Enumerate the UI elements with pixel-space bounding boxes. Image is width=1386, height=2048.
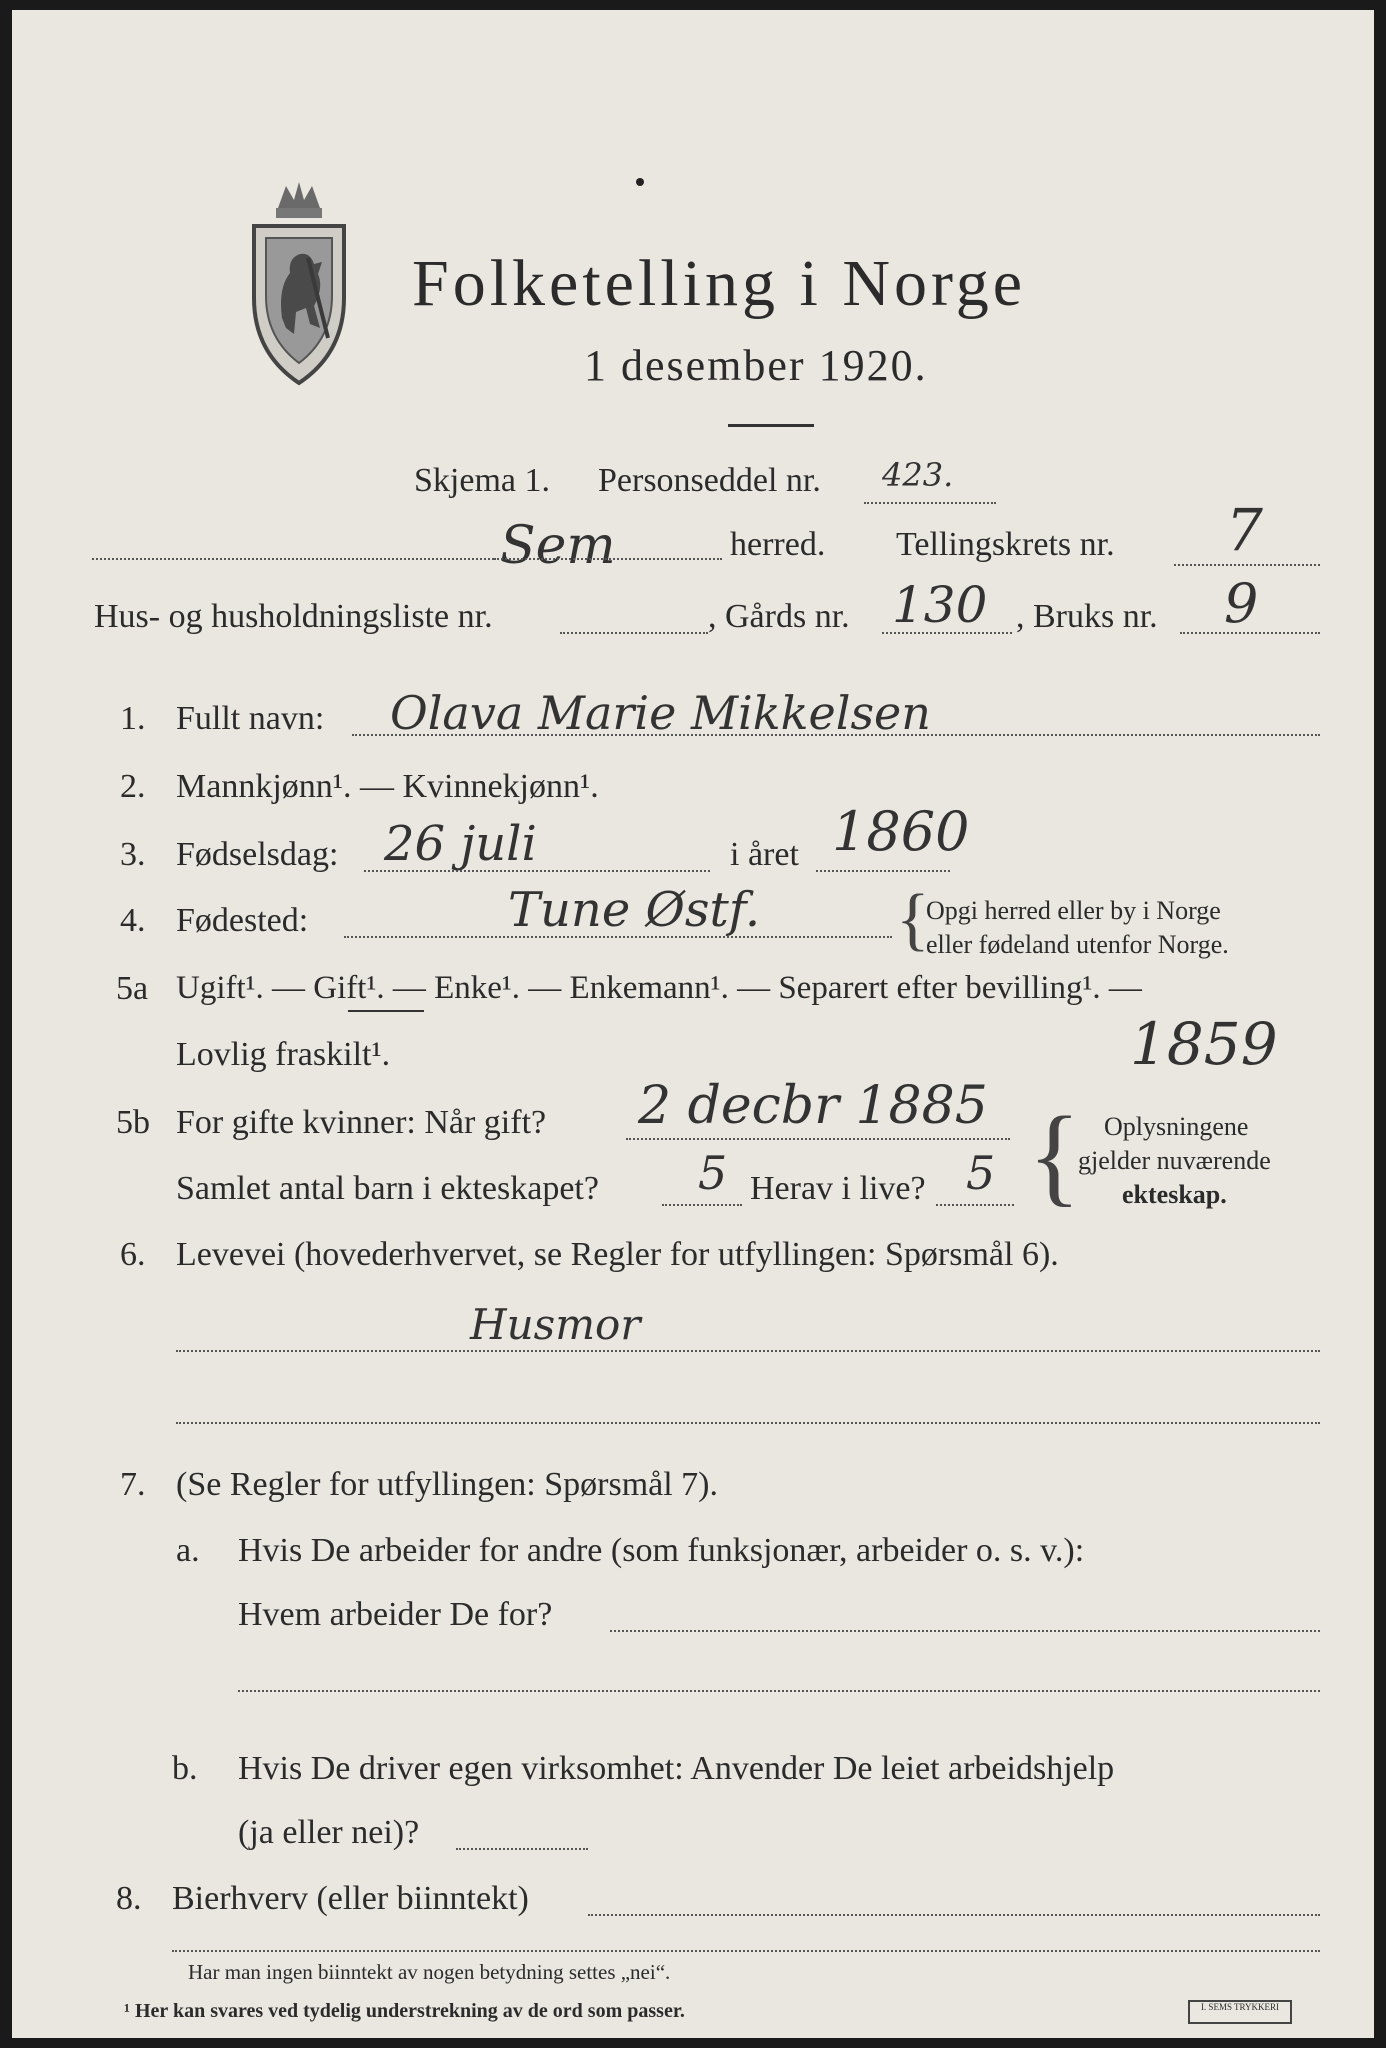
q7a-line1: Hvis De arbeider for andre (som funksjonær, arbeider o. s. v.): <box>238 1532 1085 1569</box>
skjema-label: Skjema 1. <box>414 462 550 499</box>
q5b-value1: 2 decbr 1885 <box>638 1076 988 1136</box>
personseddel-label: Personseddel nr. <box>598 462 821 499</box>
gards-label: , Gårds nr. <box>708 598 850 635</box>
q4-number: 4. <box>120 902 146 939</box>
q5b-value3: 5 <box>966 1146 996 1200</box>
bruks-label: , Bruks nr. <box>1016 598 1158 635</box>
printer-stamp <box>1188 2000 1292 2024</box>
printer-stamp-text: I. SEMS TRYKKERI <box>1200 2002 1280 2012</box>
q5b-note-line1: Oplysningene <box>1104 1112 1249 1141</box>
q1-value: Olava Marie Mikkelsen <box>390 686 931 740</box>
q8-number: 8. <box>116 1880 142 1917</box>
gards-value: 130 <box>892 576 988 634</box>
q4-note-line1: Opgi herred eller by i Norge <box>926 896 1221 925</box>
q5b-note-line2: gjelder nuværende <box>1078 1146 1271 1175</box>
q5b-number: 5b <box>116 1104 150 1141</box>
q5b-label1: For gifte kvinner: Når gift? <box>176 1104 547 1141</box>
q5b-label2: Samlet antal barn i ekteskapet? <box>176 1170 599 1207</box>
herred-label: herred. <box>730 526 826 563</box>
footnote: ¹ Her kan svares ved tydelig understrekning av de ord som passer. <box>124 2000 685 2022</box>
q7-number: 7. <box>120 1466 146 1503</box>
census-form-sheet <box>12 10 1374 2038</box>
q3-value: 26 juli <box>384 816 537 872</box>
census-date: 1 desember 1920. <box>584 341 928 390</box>
q5b-brace: { <box>1028 1094 1081 1216</box>
q6-value: Husmor <box>470 1300 641 1349</box>
tellingskrets-value: 7 <box>1226 496 1263 564</box>
q8-note: Har man ingen biinntekt av nogen betydning settes „nei“. <box>188 1960 671 1984</box>
q4-note-line2: eller fødeland utenfor Norge. <box>926 930 1229 959</box>
coat-of-arms-icon <box>248 178 350 388</box>
q2-label: Mannkjønn¹. — Kvinnekjønn¹. <box>176 768 599 805</box>
q3-year-value: 1860 <box>832 800 970 863</box>
q1-label: Fullt navn: <box>176 700 325 737</box>
q7b-line2: (ja eller nei)? <box>238 1814 420 1851</box>
q3-number: 3. <box>120 836 146 873</box>
gift-underline <box>348 1010 424 1012</box>
q8-label: Bierhverv (eller biinntekt) <box>172 1880 529 1917</box>
q1-number: 1. <box>120 700 146 737</box>
q7a-line2: Hvem arbeider De for? <box>238 1596 553 1633</box>
q5b-note-line3: ekteskap. <box>1122 1180 1227 1209</box>
q3-label: Fødselsdag: <box>176 836 339 873</box>
q5b-label3: Herav i live? <box>750 1170 926 1207</box>
q6-number: 6. <box>120 1236 146 1273</box>
q6-label: Levevei (hovederhvervet, se Regler for utfyllingen: Spørsmål 6). <box>176 1236 1059 1273</box>
q5a-line2: Lovlig fraskilt¹. <box>176 1036 391 1073</box>
q7b-line1: Hvis De driver egen virksomhet: Anvender De leiet arbeidshjelp <box>238 1750 1115 1787</box>
q5a-line1: Ugift¹. — Gift¹. — Enke¹. — Enkemann¹. — Separert efter bevilling¹. — <box>176 970 1142 1006</box>
q5b-value2: 5 <box>698 1146 728 1200</box>
ink-dot <box>636 178 644 186</box>
q3-year-label: i året <box>730 836 799 873</box>
personseddel-value: 423. <box>882 456 954 494</box>
q5a-margin-note: 1859 <box>1130 1010 1278 1078</box>
q2-number: 2. <box>120 768 146 805</box>
form-title: Folketelling i Norge <box>412 247 1027 320</box>
q7-label: (Se Regler for utfyllingen: Spørsmål 7). <box>176 1466 719 1503</box>
tellingskrets-label: Tellingskrets nr. <box>896 526 1115 563</box>
q7b-number: b. <box>172 1750 198 1787</box>
q4-brace: { <box>896 881 930 958</box>
bruks-value: 9 <box>1224 572 1259 635</box>
q4-label: Fødested: <box>176 902 309 939</box>
q4-value: Tune Østf. <box>508 882 761 938</box>
title-divider <box>728 424 814 427</box>
herred-value: Sem <box>500 516 616 576</box>
q7a-number: a. <box>176 1532 200 1569</box>
q5a-number: 5a <box>116 970 149 1007</box>
hus-label: Hus- og husholdningsliste nr. <box>94 598 493 635</box>
